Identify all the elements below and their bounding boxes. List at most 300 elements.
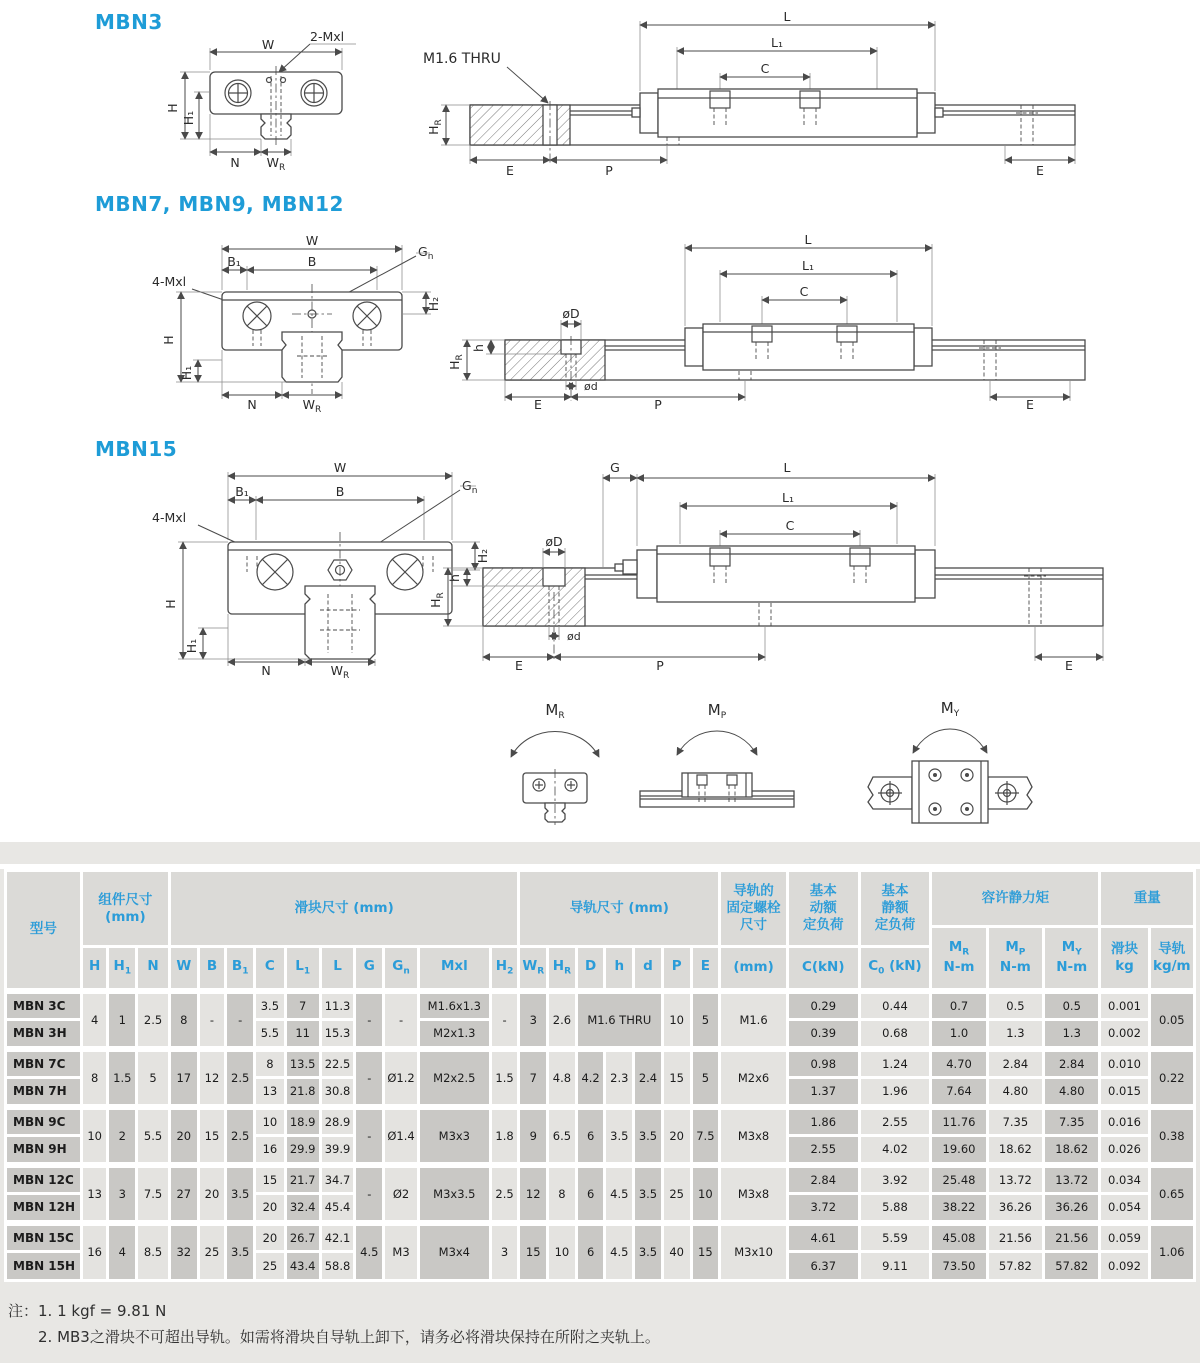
cell-MY: 7.35 <box>1044 1107 1100 1136</box>
dim-label-od-small: ød <box>584 380 598 393</box>
dim-label-h1: H₁ <box>179 365 194 381</box>
header-mp: $M_P$ N-m <box>987 927 1043 991</box>
cell-WR: 7 <box>519 1049 548 1107</box>
cell-B: - <box>198 991 226 1049</box>
cell-L: 11.3 <box>320 991 355 1020</box>
cell-Ck: 0.98 <box>787 1049 859 1078</box>
cell-h: 3.5 <box>605 1107 634 1165</box>
cell-L: 30.8 <box>320 1078 355 1107</box>
cell-B1: 2.5 <box>226 1049 255 1107</box>
cell-H1: 2 <box>108 1107 137 1165</box>
cell-kg: 0.034 <box>1100 1165 1149 1194</box>
header-ckn: C(kN) <box>787 947 859 991</box>
cell-E: 5 <box>691 1049 720 1107</box>
mbn7-cross-section-drawing <box>150 228 450 415</box>
section-title-mbn15: MBN15 <box>95 437 178 461</box>
cell-B: 12 <box>198 1049 226 1107</box>
cell-kg: 0.015 <box>1100 1078 1149 1107</box>
dim-label-p: P <box>656 658 664 673</box>
cell-MR: 1.0 <box>931 1020 987 1049</box>
dim-label-e-left: E <box>534 397 542 412</box>
cell-MP: 7.35 <box>987 1107 1043 1136</box>
cell-B1: 3.5 <box>226 1165 255 1223</box>
cell-MR: 45.08 <box>931 1223 987 1252</box>
cell-C: 3.5 <box>255 991 286 1020</box>
cell-L: 28.9 <box>320 1107 355 1136</box>
cell-kg: 0.010 <box>1100 1049 1149 1078</box>
dim-label-n: N <box>261 663 271 678</box>
cell-C0k: 4.02 <box>859 1136 931 1165</box>
cell-bolt: M3x8 <box>720 1165 788 1223</box>
cell-L: 58.8 <box>320 1252 355 1281</box>
dim-label-l: L <box>783 460 791 475</box>
section-title-mbn3: MBN3 <box>95 10 163 34</box>
cell-H2: 1.5 <box>490 1049 519 1107</box>
header-dim-D: D <box>576 947 605 991</box>
cell-bolt: M1.6 <box>720 991 788 1049</box>
cell-P: 25 <box>662 1165 691 1223</box>
dim-label-gn: $G_n$ <box>418 244 434 262</box>
mbn7-side-view-drawing <box>447 232 1090 412</box>
header-dim-C: C <box>255 947 286 991</box>
cell-G: - <box>355 1049 384 1107</box>
moment-label-mr: $M_R$ <box>545 701 565 721</box>
cell-W: 27 <box>169 1165 198 1223</box>
cell-H: 16 <box>81 1223 108 1281</box>
cell-E: 7.5 <box>691 1107 720 1165</box>
screw-callout-4mxl: 4-Mxl <box>152 274 187 289</box>
mbn3-cross-section-drawing <box>160 30 390 180</box>
cell-rail: 0.05 <box>1149 991 1194 1049</box>
cell-C0k: 3.92 <box>859 1165 931 1194</box>
header-dim-L: L <box>320 947 355 991</box>
cell-MP: 13.72 <box>987 1165 1043 1194</box>
header-dim-N: N <box>137 947 170 991</box>
cell-C0k: 5.59 <box>859 1223 931 1252</box>
dim-label-l1: L₁ <box>782 490 794 505</box>
cell-H2: 1.8 <box>490 1107 519 1165</box>
thread-callout-m16-thru: M1.6 THRU <box>423 51 501 67</box>
cell-kg: 0.016 <box>1100 1107 1149 1136</box>
cell-kg: 0.001 <box>1100 991 1149 1020</box>
cell-H: 10 <box>81 1107 108 1165</box>
moment-pitch-diagram <box>625 695 810 825</box>
header-c0kn: $C_0$ (kN) <box>859 947 931 991</box>
spec-table-section <box>0 842 1200 1363</box>
cell-L: 15.3 <box>320 1020 355 1049</box>
header-dynamic-load: 基本 动额 定负荷 <box>787 871 859 947</box>
dim-label-p: P <box>605 163 613 178</box>
cell-model: MBN 9C <box>6 1107 82 1136</box>
cell-L: 22.5 <box>320 1049 355 1078</box>
screw-callout-4mxl: 4-Mxl <box>152 510 187 525</box>
dim-label-g: G <box>610 460 620 475</box>
dim-label-e-left: E <box>506 163 514 178</box>
cell-kg: 0.059 <box>1100 1223 1149 1252</box>
cell-WR: 9 <box>519 1107 548 1165</box>
cell-C: 8 <box>255 1049 286 1078</box>
cell-H1: 1 <box>108 991 137 1049</box>
cell-model: MBN 15C <box>6 1223 82 1252</box>
cell-model: MBN 12C <box>6 1165 82 1194</box>
cell-WR: 15 <box>519 1223 548 1281</box>
cell-H1: 3 <box>108 1165 137 1223</box>
cell-MP: 4.80 <box>987 1078 1043 1107</box>
cell-P: 15 <box>662 1049 691 1107</box>
dim-label-h: H <box>161 335 176 345</box>
dim-label-hr: $H_R$ <box>428 592 446 608</box>
dim-label-e-left: E <box>515 658 523 673</box>
cell-rail: 0.65 <box>1149 1165 1194 1223</box>
cell-HR: 8 <box>548 1165 577 1223</box>
mbn3-side-view-drawing <box>415 5 1110 177</box>
cell-MR: 4.70 <box>931 1049 987 1078</box>
cell-L1: 29.9 <box>285 1136 320 1165</box>
cell-MP: 21.56 <box>987 1223 1043 1252</box>
cell-B1: - <box>226 991 255 1049</box>
header-row-groups <box>6 871 1195 927</box>
cell-bolt: M3x10 <box>720 1223 788 1281</box>
cell-model: MBN 3H <box>6 1020 82 1049</box>
header-dim-d: d <box>634 947 663 991</box>
header-dim-HR: $H_R$ <box>548 947 577 991</box>
cell-Ck: 2.84 <box>787 1165 859 1194</box>
dim-label-w: W <box>333 460 347 475</box>
cell-Mxl: M3x4 <box>418 1223 490 1281</box>
header-dim-B1: $B_1$ <box>226 947 255 991</box>
cell-C: 20 <box>255 1223 286 1252</box>
dim-label-wr: $W_R$ <box>266 155 286 173</box>
cell-L1: 13.5 <box>285 1049 320 1078</box>
cell-L: 39.9 <box>320 1136 355 1165</box>
cell-L1: 18.9 <box>285 1107 320 1136</box>
dim-label-b: B <box>335 484 345 499</box>
dim-label-c: C <box>785 518 795 533</box>
dim-label-p: P <box>654 397 662 412</box>
table-row <box>6 1223 1195 1252</box>
cell-D: 6 <box>576 1223 605 1281</box>
dim-label-c: C <box>799 284 809 299</box>
dim-label-h1: H₁ <box>184 638 199 654</box>
cell-L1: 21.8 <box>285 1078 320 1107</box>
dim-label-e-right: E <box>1065 658 1073 673</box>
dim-label-n: N <box>247 397 257 412</box>
cell-L1: 32.4 <box>285 1194 320 1223</box>
cell-G: 4.5 <box>355 1223 384 1281</box>
table-row <box>6 991 1195 1020</box>
cell-G: - <box>355 1165 384 1223</box>
cell-MY: 1.3 <box>1044 1020 1100 1049</box>
dim-label-h: H <box>163 599 178 609</box>
cell-MY: 57.82 <box>1044 1252 1100 1281</box>
header-weight-block: 滑块 kg <box>1100 927 1149 991</box>
cell-HR: 4.8 <box>548 1049 577 1107</box>
footnote-2: 2. MB3之滑块不可超出导轨。如需将滑块自导轨上卸下，请务必将滑块保持在所附之夹轨上。 <box>38 1328 660 1346</box>
cell-Gn: Ø2 <box>384 1165 419 1223</box>
cell-kg: 0.092 <box>1100 1252 1149 1281</box>
cell-N: 7.5 <box>137 1165 170 1223</box>
cell-HR: 6.5 <box>548 1107 577 1165</box>
cell-rail: 0.22 <box>1149 1049 1194 1107</box>
cell-C: 25 <box>255 1252 286 1281</box>
header-weight-rail: 导轨 kg/m <box>1149 927 1194 991</box>
header-static-load: 基本 静额 定负荷 <box>859 871 931 947</box>
header-dim-H2: $H_2$ <box>490 947 519 991</box>
cell-Gn: Ø1.2 <box>384 1049 419 1107</box>
cell-Mxl: M3x3 <box>418 1107 490 1165</box>
cell-D: 6 <box>576 1165 605 1223</box>
header-dim-H1: $H_1$ <box>108 947 137 991</box>
moment-label-mp: $M_P$ <box>707 701 727 721</box>
cell-Ck: 6.37 <box>787 1252 859 1281</box>
cell-h: 2.3 <box>605 1049 634 1107</box>
header-dim-P: P <box>662 947 691 991</box>
cell-d: 3.5 <box>634 1107 663 1165</box>
dim-label-c: C <box>760 61 770 76</box>
dim-label-h-depth: h <box>447 574 462 582</box>
cell-WR: 3 <box>519 991 548 1049</box>
cell-Ck: 2.55 <box>787 1136 859 1165</box>
cell-MY: 21.56 <box>1044 1223 1100 1252</box>
cell-C0k: 9.11 <box>859 1252 931 1281</box>
cell-P: 20 <box>662 1107 691 1165</box>
header-model: 型号 <box>6 871 82 991</box>
dim-label-2mxl: 2-Mxl <box>310 29 345 44</box>
cell-L: 34.7 <box>320 1165 355 1194</box>
cell-MP: 57.82 <box>987 1252 1043 1281</box>
cell-B: 25 <box>198 1223 226 1281</box>
cell-W: 32 <box>169 1223 198 1281</box>
header-my: $M_Y$ N-m <box>1044 927 1100 991</box>
dim-label-h-depth: h <box>471 344 486 352</box>
header-assembly-dims: 组件尺寸 (mm) <box>81 871 169 947</box>
cell-Mxl: M1.6x1.3 <box>418 991 490 1020</box>
cell-MY: 2.84 <box>1044 1049 1100 1078</box>
header-bolt-unit: (mm) <box>720 947 788 991</box>
moment-label-my: $M_Y$ <box>940 699 960 719</box>
cell-P: 10 <box>662 991 691 1049</box>
cell-C0k: 2.55 <box>859 1107 931 1136</box>
cell-MP: 1.3 <box>987 1020 1043 1049</box>
cell-L1: 26.7 <box>285 1223 320 1252</box>
cell-E: 15 <box>691 1223 720 1281</box>
cell-C: 13 <box>255 1078 286 1107</box>
header-block-dims: 滑块尺寸 (mm) <box>169 871 518 947</box>
cell-model: MBN 12H <box>6 1194 82 1223</box>
dim-label-od-small: ød <box>567 630 581 643</box>
spec-table <box>4 869 1196 1282</box>
cell-B1: 2.5 <box>226 1107 255 1165</box>
cell-kg: 0.002 <box>1100 1020 1149 1049</box>
cell-L1: 21.7 <box>285 1165 320 1194</box>
cell-MR: 11.76 <box>931 1107 987 1136</box>
dim-label-wr: $W_R$ <box>302 397 322 415</box>
dim-label-gn: $G_n$ <box>462 478 478 496</box>
dim-label-l1: L₁ <box>802 258 814 273</box>
cell-MR: 0.7 <box>931 991 987 1020</box>
table-row <box>6 1107 1195 1136</box>
dim-label-h: H <box>165 103 180 113</box>
dim-label-wr: $W_R$ <box>330 663 350 681</box>
cell-P: 40 <box>662 1223 691 1281</box>
cell-HR: 10 <box>548 1223 577 1281</box>
cell-L1: 7 <box>285 991 320 1020</box>
cell-MY: 4.80 <box>1044 1078 1100 1107</box>
cell-H2: 2.5 <box>490 1165 519 1223</box>
dim-label-w: W <box>261 37 275 52</box>
cell-H: 8 <box>81 1049 108 1107</box>
cell-Dhd: M1.6 THRU <box>576 991 662 1049</box>
header-dim-E: E <box>691 947 720 991</box>
cell-MY: 36.26 <box>1044 1194 1100 1223</box>
cell-W: 17 <box>169 1049 198 1107</box>
cell-C: 10 <box>255 1107 286 1136</box>
cell-D: 4.2 <box>576 1049 605 1107</box>
cell-D: 6 <box>576 1107 605 1165</box>
cell-h: 4.5 <box>605 1223 634 1281</box>
cell-model: MBN 3C <box>6 991 82 1020</box>
dim-label-b1: B₁ <box>235 484 249 499</box>
cell-H1: 4 <box>108 1223 137 1281</box>
dim-label-l: L <box>783 9 791 24</box>
cell-C0k: 1.24 <box>859 1049 931 1078</box>
cell-C0k: 1.96 <box>859 1078 931 1107</box>
cell-Gn: M3 <box>384 1223 419 1281</box>
cell-W: 20 <box>169 1107 198 1165</box>
cell-rail: 1.06 <box>1149 1223 1194 1281</box>
cell-MY: 18.62 <box>1044 1136 1100 1165</box>
cell-bolt: M2x6 <box>720 1049 788 1107</box>
cell-d: 3.5 <box>634 1165 663 1223</box>
header-weight: 重量 <box>1100 871 1195 927</box>
cell-C0k: 0.68 <box>859 1020 931 1049</box>
cell-C: 15 <box>255 1165 286 1194</box>
header-dim-Mxl: Mxl <box>418 947 490 991</box>
cell-L: 45.4 <box>320 1194 355 1223</box>
header-dim-G: G <box>355 947 384 991</box>
dim-label-b: B <box>307 254 317 269</box>
cell-C0k: 5.88 <box>859 1194 931 1223</box>
moment-yaw-diagram <box>855 695 1045 825</box>
cell-model: MBN 7H <box>6 1078 82 1107</box>
cell-B1: 3.5 <box>226 1223 255 1281</box>
cell-MY: 0.5 <box>1044 991 1100 1020</box>
dim-label-hr: $H_R$ <box>426 119 444 135</box>
dim-label-b1: B₁ <box>227 254 241 269</box>
cell-H2: - <box>490 991 519 1049</box>
cell-HR: 2.6 <box>548 991 577 1049</box>
cell-Ck: 1.86 <box>787 1107 859 1136</box>
cell-MR: 73.50 <box>931 1252 987 1281</box>
cell-C: 16 <box>255 1136 286 1165</box>
cell-MP: 18.62 <box>987 1136 1043 1165</box>
header-static-moment: 容许静力矩 <box>931 871 1100 927</box>
cell-MY: 13.72 <box>1044 1165 1100 1194</box>
cell-Ck: 3.72 <box>787 1194 859 1223</box>
footnote-1: 注：1. 1 kgf = 9.81 N <box>8 1302 167 1320</box>
cell-Gn: Ø1.4 <box>384 1107 419 1165</box>
cell-model: MBN 9H <box>6 1136 82 1165</box>
cell-L: 42.1 <box>320 1223 355 1252</box>
cell-H1: 1.5 <box>108 1049 137 1107</box>
cell-C0k: 0.44 <box>859 991 931 1020</box>
dim-label-h2: H₂ <box>426 296 441 312</box>
table-row <box>6 1165 1195 1194</box>
cell-Ck: 0.29 <box>787 991 859 1020</box>
cell-Ck: 1.37 <box>787 1078 859 1107</box>
dim-label-e-right: E <box>1036 163 1044 178</box>
header-mr: $M_R$ N-m <box>931 927 987 991</box>
dim-label-hr: $H_R$ <box>447 354 465 370</box>
cell-d: 2.4 <box>634 1049 663 1107</box>
dim-label-h1: H₁ <box>181 110 196 126</box>
moment-roll-diagram <box>495 695 615 825</box>
cell-H2: 3 <box>490 1223 519 1281</box>
cell-Mxl: M2x1.3 <box>418 1020 490 1049</box>
cell-kg: 0.026 <box>1100 1136 1149 1165</box>
cell-Mxl: M3x3.5 <box>418 1165 490 1223</box>
cell-W: 8 <box>169 991 198 1049</box>
dim-label-l1: L₁ <box>771 35 783 50</box>
section-title-mbn7-9-12: MBN7, MBN9, MBN12 <box>95 192 344 216</box>
cell-Gn: - <box>384 991 419 1049</box>
cell-B: 15 <box>198 1107 226 1165</box>
cell-L1: 11 <box>285 1020 320 1049</box>
cell-C: 5.5 <box>255 1020 286 1049</box>
cell-MR: 7.64 <box>931 1078 987 1107</box>
cell-G: - <box>355 1107 384 1165</box>
cell-MR: 25.48 <box>931 1165 987 1194</box>
cell-N: 8.5 <box>137 1223 170 1281</box>
cell-H: 13 <box>81 1165 108 1223</box>
cell-N: 5.5 <box>137 1107 170 1165</box>
cell-N: 2.5 <box>137 991 170 1049</box>
dim-label-od-big: øD <box>545 534 563 549</box>
cell-B: 20 <box>198 1165 226 1223</box>
cell-rail: 0.38 <box>1149 1107 1194 1165</box>
cell-H: 4 <box>81 991 108 1049</box>
cell-MP: 0.5 <box>987 991 1043 1020</box>
header-dim-WR: $W_R$ <box>519 947 548 991</box>
cell-G: - <box>355 991 384 1049</box>
cell-Ck: 4.61 <box>787 1223 859 1252</box>
cell-MP: 2.84 <box>987 1049 1043 1078</box>
cell-bolt: M3x8 <box>720 1107 788 1165</box>
header-rail-dims: 导轨尺寸 (mm) <box>519 871 720 947</box>
cell-kg: 0.054 <box>1100 1194 1149 1223</box>
dim-label-h2: H₂ <box>475 548 490 564</box>
cell-C: 20 <box>255 1194 286 1223</box>
cell-model: MBN 7C <box>6 1049 82 1078</box>
cell-h: 4.5 <box>605 1165 634 1223</box>
cell-MP: 36.26 <box>987 1194 1043 1223</box>
cell-E: 10 <box>691 1165 720 1223</box>
dim-label-w: W <box>305 233 319 248</box>
header-dim-Gn: $G_n$ <box>384 947 419 991</box>
header-dim-L1: $L_1$ <box>285 947 320 991</box>
cell-MR: 19.60 <box>931 1136 987 1165</box>
cell-model: MBN 15H <box>6 1252 82 1281</box>
dim-label-od-big: øD <box>562 306 580 321</box>
cell-WR: 12 <box>519 1165 548 1223</box>
dim-label-e-right: E <box>1026 397 1034 412</box>
cell-L1: 43.4 <box>285 1252 320 1281</box>
header-dim-h: h <box>605 947 634 991</box>
cell-N: 5 <box>137 1049 170 1107</box>
header-dim-H: H <box>81 947 108 991</box>
cell-d: 3.5 <box>634 1223 663 1281</box>
header-rail-bolt: 导轨的 固定螺栓 尺寸 <box>720 871 788 947</box>
